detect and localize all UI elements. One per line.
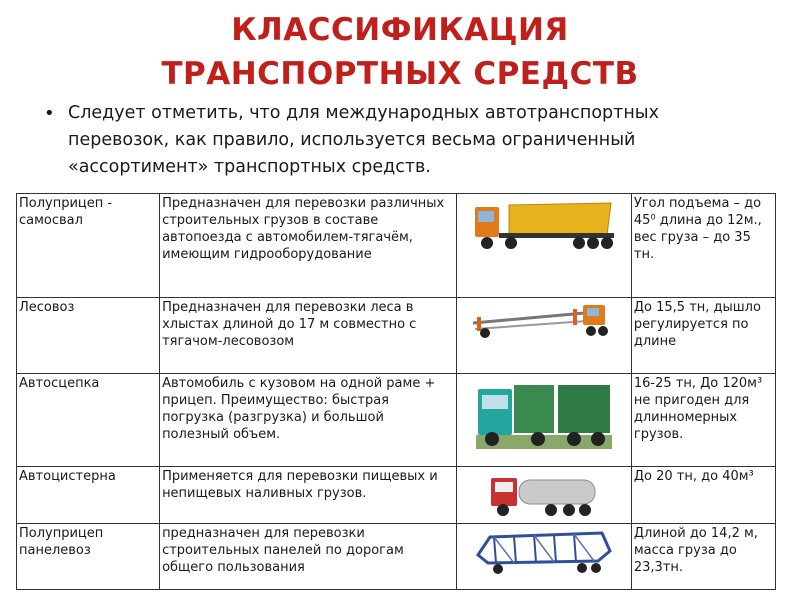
- slide-title: [0, 8, 800, 96]
- vehicle-name: Полуприцеп панелевоз: [17, 524, 160, 590]
- table-row: [17, 194, 776, 298]
- panel-carrier-semitrailer-image: [474, 525, 614, 577]
- vehicle-name: Автосцепка: [17, 374, 160, 467]
- vehicle-picture-cell: [457, 467, 632, 524]
- vehicle-name: Автоцистерна: [17, 467, 160, 524]
- truck-with-trailer-image: [474, 375, 614, 455]
- vehicle-picture-cell: [457, 374, 632, 467]
- vehicle-picture-cell: [457, 194, 632, 298]
- vehicle-specs: До 15,5 тн, дышло регулируется по длине: [631, 298, 775, 374]
- vehicle-specs: Длиной до 14,2 м, масса груза до 23,3тн.: [631, 524, 775, 590]
- vehicle-specs: Угол подъема – до 45⁰ длина до 12м., вес груза – до 35 тн.: [631, 194, 775, 298]
- vehicle-description: Предназначен для перевозки леса в хлыстах длиной до 17 м совместно с тягачом-лесовозом: [160, 298, 457, 374]
- intro-paragraph: [44, 100, 764, 181]
- vehicle-description: предназначен для перевозки строительных панелей по дорогам общего пользования: [160, 524, 457, 590]
- vehicle-specs: До 20 тн, до 40м³: [631, 467, 775, 524]
- vehicle-specs: 16-25 тн, До 120м³ не пригоден для длинномерных грузов.: [631, 374, 775, 467]
- vehicle-name: Полуприцеп - самосвал: [17, 194, 160, 298]
- bullet-icon: •: [44, 103, 55, 124]
- vehicle-name: Лесовоз: [17, 298, 160, 374]
- intro-text: Следует отметить, что для международных автотранспортных перевозок, как правило, используется весьма ограниченный «ассортимент» транспортных средств.: [68, 103, 659, 177]
- vehicle-picture-cell: [457, 298, 632, 374]
- table-row: [17, 298, 776, 374]
- vehicle-description: Автомобиль с кузовом на одной раме + прицеп. Преимущество: быстрая погрузка (разгрузка) и большой полезный объем.: [160, 374, 457, 467]
- vehicle-classification-table: [16, 193, 776, 590]
- title-line-1: КЛАССИФИКАЦИЯ: [231, 12, 569, 48]
- timber-truck-image: [469, 299, 619, 343]
- table-row: [17, 524, 776, 590]
- title-line-2: ТРАНСПОРТНЫХ СРЕДСТВ: [161, 56, 639, 92]
- vehicle-description: Применяется для перевозки пищевых и непищевых наливных грузов.: [160, 467, 457, 524]
- table-row: [17, 374, 776, 467]
- table-row: [17, 467, 776, 524]
- dump-semitrailer-truck-image: [469, 195, 619, 255]
- tank-truck-image: [489, 468, 599, 518]
- vehicle-description: Предназначен для перевозки различных строительных грузов в составе автопоезда с автомобилем-тягачём, имеющим гидрооборудование: [160, 194, 457, 298]
- vehicle-picture-cell: [457, 524, 632, 590]
